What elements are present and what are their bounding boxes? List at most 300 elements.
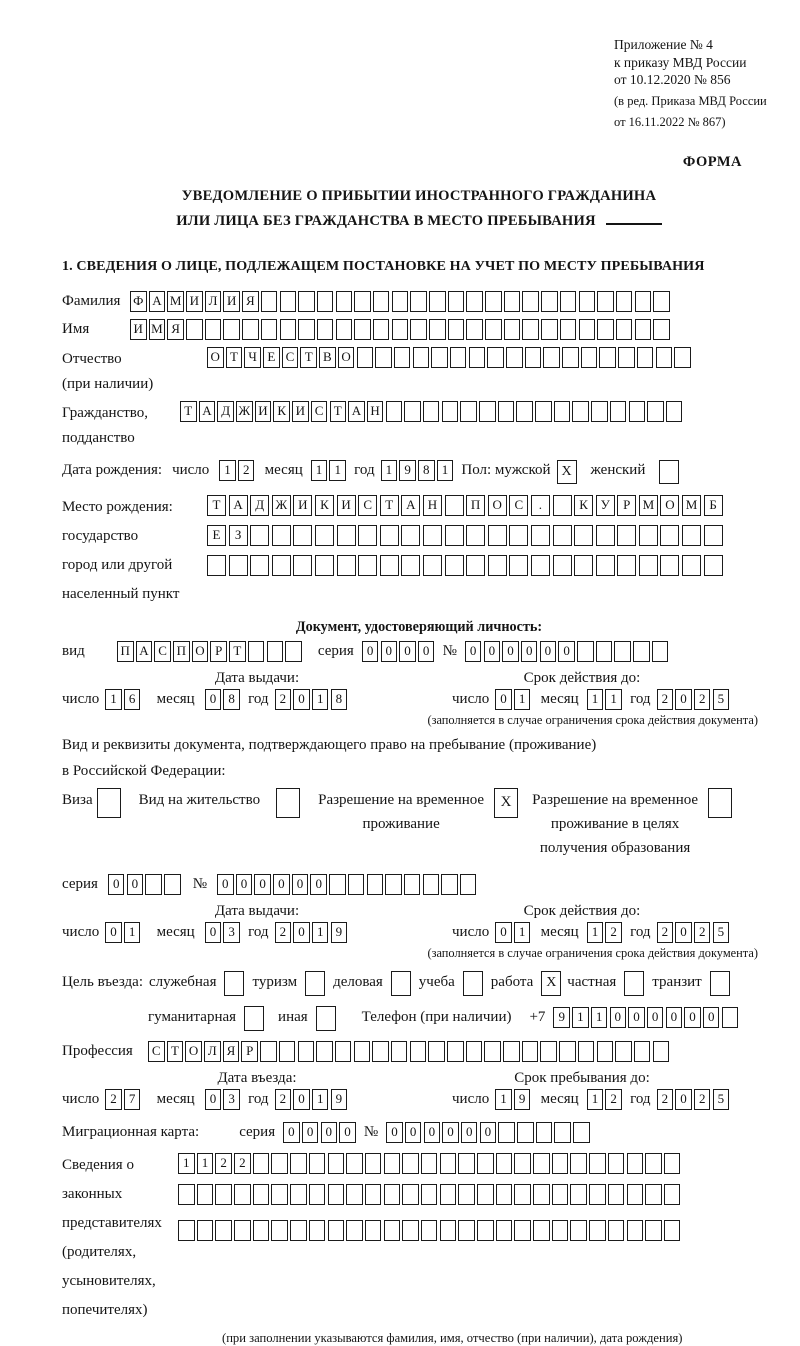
char-box[interactable] [596, 525, 615, 546]
char-box[interactable] [608, 1220, 625, 1241]
char-box[interactable]: Т [380, 495, 399, 516]
char-box[interactable]: 2 [694, 922, 711, 943]
char-box[interactable] [617, 555, 636, 576]
char-box[interactable]: С [282, 347, 299, 368]
char-box[interactable] [485, 319, 502, 340]
char-box[interactable] [197, 1184, 214, 1205]
purpose-other-checkbox[interactable] [316, 1006, 336, 1031]
char-box[interactable] [535, 401, 552, 422]
char-box[interactable] [404, 874, 421, 895]
char-box[interactable]: 1 [329, 460, 346, 481]
char-box[interactable] [504, 319, 521, 340]
char-box[interactable]: О [488, 495, 507, 516]
char-box[interactable] [410, 319, 427, 340]
char-box[interactable] [635, 291, 652, 312]
char-box[interactable] [618, 347, 635, 368]
char-box[interactable]: А [348, 401, 365, 422]
char-box[interactable] [197, 1220, 214, 1241]
temp-residence-education-checkbox[interactable] [708, 788, 732, 818]
char-box[interactable]: Т [167, 1041, 184, 1062]
char-box[interactable] [610, 401, 627, 422]
char-box[interactable]: Ч [244, 347, 261, 368]
char-box[interactable] [559, 1041, 576, 1062]
char-box[interactable] [448, 291, 465, 312]
char-box[interactable] [517, 1122, 534, 1143]
char-box[interactable]: Е [263, 347, 280, 368]
char-box[interactable]: 1 [105, 689, 122, 710]
char-box[interactable] [271, 1220, 288, 1241]
char-box[interactable]: 1 [311, 460, 328, 481]
char-box[interactable] [328, 1220, 345, 1241]
char-box[interactable] [346, 1184, 363, 1205]
char-box[interactable]: Я [167, 319, 184, 340]
char-box[interactable] [525, 347, 542, 368]
char-box[interactable]: Т [300, 347, 317, 368]
char-box[interactable] [458, 1153, 475, 1174]
char-box[interactable] [421, 1153, 438, 1174]
char-box[interactable] [597, 1041, 614, 1062]
char-box[interactable] [608, 1184, 625, 1205]
char-box[interactable]: 0 [684, 1007, 701, 1028]
char-box[interactable]: 0 [647, 1007, 664, 1028]
char-box[interactable]: 0 [283, 1122, 300, 1143]
char-box[interactable]: 0 [484, 641, 501, 662]
char-box[interactable] [477, 1153, 494, 1174]
char-box[interactable] [290, 1184, 307, 1205]
char-box[interactable] [579, 291, 596, 312]
char-box[interactable]: 0 [108, 874, 125, 895]
char-box[interactable]: С [311, 401, 328, 422]
char-box[interactable] [280, 319, 297, 340]
char-box[interactable] [401, 555, 420, 576]
char-box[interactable]: О [192, 641, 209, 662]
char-box[interactable] [552, 1220, 569, 1241]
char-box[interactable]: 5 [713, 689, 730, 710]
char-box[interactable] [328, 1153, 345, 1174]
char-box[interactable]: 0 [703, 1007, 720, 1028]
char-box[interactable] [652, 641, 669, 662]
char-box[interactable]: 9 [331, 922, 348, 943]
char-box[interactable] [533, 1184, 550, 1205]
char-box[interactable]: 9 [399, 460, 416, 481]
purpose-business-checkbox[interactable] [391, 971, 411, 996]
char-box[interactable]: Л [204, 1041, 221, 1062]
char-box[interactable] [522, 319, 539, 340]
char-box[interactable] [423, 401, 440, 422]
char-box[interactable] [543, 347, 560, 368]
char-box[interactable] [627, 1220, 644, 1241]
char-box[interactable]: 0 [302, 1122, 319, 1143]
char-box[interactable] [385, 874, 402, 895]
char-box[interactable] [280, 291, 297, 312]
char-box[interactable] [384, 1184, 401, 1205]
char-box[interactable] [410, 1041, 427, 1062]
char-box[interactable]: 0 [461, 1122, 478, 1143]
char-box[interactable] [653, 291, 670, 312]
char-box[interactable] [664, 1153, 681, 1174]
char-box[interactable] [145, 874, 162, 895]
char-box[interactable]: 1 [312, 689, 329, 710]
char-box[interactable] [445, 525, 464, 546]
char-box[interactable] [380, 555, 399, 576]
char-box[interactable] [260, 1041, 277, 1062]
char-box[interactable]: А [401, 495, 420, 516]
char-box[interactable] [514, 1220, 531, 1241]
char-box[interactable] [215, 1220, 232, 1241]
char-box[interactable] [554, 1122, 571, 1143]
char-box[interactable] [629, 401, 646, 422]
char-box[interactable]: И [293, 495, 312, 516]
char-box[interactable] [496, 1184, 513, 1205]
char-box[interactable]: 1 [312, 1089, 329, 1110]
char-box[interactable] [346, 1153, 363, 1174]
char-box[interactable] [394, 347, 411, 368]
char-box[interactable] [440, 1153, 457, 1174]
char-box[interactable] [485, 291, 502, 312]
char-box[interactable] [570, 1220, 587, 1241]
temp-residence-checkbox[interactable]: X [494, 788, 518, 818]
char-box[interactable] [267, 641, 284, 662]
char-box[interactable]: К [273, 401, 290, 422]
char-box[interactable]: К [574, 495, 593, 516]
char-box[interactable]: 6 [124, 689, 141, 710]
char-box[interactable]: Т [229, 641, 246, 662]
char-box[interactable] [253, 1153, 270, 1174]
char-box[interactable]: Л [205, 291, 222, 312]
char-box[interactable] [413, 347, 430, 368]
char-box[interactable] [522, 291, 539, 312]
char-box[interactable]: И [255, 401, 272, 422]
char-box[interactable]: 9 [553, 1007, 570, 1028]
char-box[interactable]: 2 [275, 922, 292, 943]
char-box[interactable] [423, 555, 442, 576]
char-box[interactable] [207, 555, 226, 576]
purpose-private-checkbox[interactable] [624, 971, 644, 996]
char-box[interactable]: 2 [275, 689, 292, 710]
char-box[interactable] [634, 1041, 651, 1062]
char-box[interactable]: А [229, 495, 248, 516]
char-box[interactable] [479, 401, 496, 422]
char-box[interactable] [309, 1184, 326, 1205]
char-box[interactable]: . [531, 495, 550, 516]
char-box[interactable]: 0 [424, 1122, 441, 1143]
char-box[interactable]: М [639, 495, 658, 516]
char-box[interactable] [357, 347, 374, 368]
char-box[interactable] [466, 525, 485, 546]
char-box[interactable] [229, 555, 248, 576]
char-box[interactable] [589, 1220, 606, 1241]
char-box[interactable] [250, 555, 269, 576]
char-box[interactable]: 2 [215, 1153, 232, 1174]
char-box[interactable]: 0 [105, 922, 122, 943]
char-box[interactable]: А [199, 401, 216, 422]
char-box[interactable] [261, 319, 278, 340]
char-box[interactable]: 1 [587, 689, 604, 710]
char-box[interactable] [577, 641, 594, 662]
char-box[interactable] [421, 1220, 438, 1241]
char-box[interactable] [506, 347, 523, 368]
char-box[interactable]: 0 [558, 641, 575, 662]
char-box[interactable]: В [319, 347, 336, 368]
char-box[interactable]: С [358, 495, 377, 516]
char-box[interactable]: 0 [502, 641, 519, 662]
char-box[interactable]: 2 [605, 922, 622, 943]
purpose-official-checkbox[interactable] [224, 971, 244, 996]
char-box[interactable]: А [149, 291, 166, 312]
char-box[interactable]: 1 [514, 922, 531, 943]
char-box[interactable] [448, 319, 465, 340]
char-box[interactable] [373, 291, 390, 312]
char-box[interactable]: 2 [694, 689, 711, 710]
char-box[interactable] [647, 401, 664, 422]
char-box[interactable] [531, 525, 550, 546]
char-box[interactable] [514, 1184, 531, 1205]
char-box[interactable] [404, 401, 421, 422]
char-box[interactable]: 0 [127, 874, 144, 895]
char-box[interactable]: 0 [293, 1089, 310, 1110]
char-box[interactable] [574, 525, 593, 546]
char-box[interactable] [552, 1153, 569, 1174]
char-box[interactable] [591, 401, 608, 422]
char-box[interactable] [346, 1220, 363, 1241]
char-box[interactable] [429, 319, 446, 340]
char-box[interactable] [581, 347, 598, 368]
char-box[interactable]: 0 [418, 641, 435, 662]
char-box[interactable]: Ф [130, 291, 147, 312]
char-box[interactable] [272, 525, 291, 546]
char-box[interactable] [348, 874, 365, 895]
char-box[interactable]: 0 [205, 922, 222, 943]
char-box[interactable] [460, 401, 477, 422]
char-box[interactable] [328, 1184, 345, 1205]
char-box[interactable]: Р [241, 1041, 258, 1062]
char-box[interactable] [358, 525, 377, 546]
char-box[interactable]: 0 [495, 922, 512, 943]
char-box[interactable] [608, 1153, 625, 1174]
sex-male-checkbox[interactable]: X [557, 460, 577, 484]
char-box[interactable] [298, 1041, 315, 1062]
char-box[interactable]: 0 [293, 922, 310, 943]
char-box[interactable] [722, 1007, 739, 1028]
char-box[interactable] [372, 1041, 389, 1062]
char-box[interactable] [617, 525, 636, 546]
char-box[interactable]: У [596, 495, 615, 516]
char-box[interactable]: Д [250, 495, 269, 516]
char-box[interactable] [242, 319, 259, 340]
char-box[interactable] [615, 1041, 632, 1062]
char-box[interactable]: Т [207, 495, 226, 516]
char-box[interactable] [367, 874, 384, 895]
char-box[interactable] [186, 319, 203, 340]
char-box[interactable]: 1 [219, 460, 236, 481]
char-box[interactable] [271, 1153, 288, 1174]
char-box[interactable] [553, 525, 572, 546]
char-box[interactable]: 5 [713, 922, 730, 943]
char-box[interactable]: 1 [587, 922, 604, 943]
char-box[interactable] [293, 525, 312, 546]
char-box[interactable] [484, 1041, 501, 1062]
char-box[interactable] [429, 291, 446, 312]
char-box[interactable] [616, 291, 633, 312]
char-box[interactable]: 1 [197, 1153, 214, 1174]
char-box[interactable] [664, 1220, 681, 1241]
char-box[interactable]: 1 [514, 689, 531, 710]
char-box[interactable]: 0 [273, 874, 290, 895]
char-box[interactable]: И [130, 319, 147, 340]
char-box[interactable]: 0 [217, 874, 234, 895]
char-box[interactable]: 8 [223, 689, 240, 710]
char-box[interactable] [442, 401, 459, 422]
char-box[interactable] [290, 1220, 307, 1241]
char-box[interactable]: С [509, 495, 528, 516]
char-box[interactable] [354, 1041, 371, 1062]
char-box[interactable] [570, 1184, 587, 1205]
char-box[interactable] [336, 291, 353, 312]
char-box[interactable]: И [186, 291, 203, 312]
char-box[interactable] [597, 291, 614, 312]
char-box[interactable]: Ж [236, 401, 253, 422]
char-box[interactable]: П [466, 495, 485, 516]
char-box[interactable] [458, 1184, 475, 1205]
char-box[interactable] [645, 1184, 662, 1205]
char-box[interactable]: 9 [331, 1089, 348, 1110]
char-box[interactable] [553, 555, 572, 576]
char-box[interactable] [309, 1220, 326, 1241]
char-box[interactable] [329, 874, 346, 895]
sex-female-checkbox[interactable] [659, 460, 679, 484]
char-box[interactable] [402, 1184, 419, 1205]
char-box[interactable] [316, 1041, 333, 1062]
char-box[interactable]: Ж [272, 495, 291, 516]
char-box[interactable] [533, 1153, 550, 1174]
char-box[interactable] [423, 525, 442, 546]
char-box[interactable] [653, 1041, 670, 1062]
char-box[interactable] [402, 1153, 419, 1174]
char-box[interactable]: О [338, 347, 355, 368]
char-box[interactable] [541, 291, 558, 312]
char-box[interactable] [496, 1153, 513, 1174]
char-box[interactable] [223, 319, 240, 340]
char-box[interactable] [253, 1184, 270, 1205]
char-box[interactable] [533, 1220, 550, 1241]
char-box[interactable] [614, 641, 631, 662]
char-box[interactable] [574, 555, 593, 576]
char-box[interactable] [589, 1153, 606, 1174]
char-box[interactable]: 2 [694, 1089, 711, 1110]
char-box[interactable]: М [682, 495, 701, 516]
char-box[interactable]: И [292, 401, 309, 422]
char-box[interactable]: 7 [124, 1089, 141, 1110]
char-box[interactable] [298, 291, 315, 312]
char-box[interactable] [488, 555, 507, 576]
char-box[interactable] [440, 1220, 457, 1241]
char-box[interactable]: 2 [234, 1153, 251, 1174]
char-box[interactable] [392, 319, 409, 340]
char-box[interactable] [477, 1220, 494, 1241]
char-box[interactable] [447, 1041, 464, 1062]
char-box[interactable]: 0 [205, 1089, 222, 1110]
char-box[interactable] [466, 1041, 483, 1062]
purpose-study-checkbox[interactable] [463, 971, 483, 996]
char-box[interactable] [375, 347, 392, 368]
visa-checkbox[interactable] [97, 788, 121, 818]
char-box[interactable] [635, 319, 652, 340]
char-box[interactable] [516, 401, 533, 422]
char-box[interactable] [428, 1041, 445, 1062]
char-box[interactable] [354, 291, 371, 312]
char-box[interactable] [552, 1184, 569, 1205]
char-box[interactable]: 0 [480, 1122, 497, 1143]
char-box[interactable]: 3 [223, 922, 240, 943]
char-box[interactable]: 1 [572, 1007, 589, 1028]
char-box[interactable] [285, 641, 302, 662]
char-box[interactable]: 0 [254, 874, 271, 895]
char-box[interactable]: А [136, 641, 153, 662]
char-box[interactable]: К [315, 495, 334, 516]
char-box[interactable] [315, 525, 334, 546]
char-box[interactable]: 1 [312, 922, 329, 943]
char-box[interactable] [653, 319, 670, 340]
char-box[interactable] [469, 347, 486, 368]
char-box[interactable] [315, 555, 334, 576]
char-box[interactable] [431, 347, 448, 368]
char-box[interactable] [645, 1220, 662, 1241]
char-box[interactable] [498, 1122, 515, 1143]
char-box[interactable] [503, 1041, 520, 1062]
char-box[interactable] [164, 874, 181, 895]
char-box[interactable]: 2 [105, 1089, 122, 1110]
char-box[interactable] [392, 291, 409, 312]
char-box[interactable]: 2 [605, 1089, 622, 1110]
char-box[interactable] [509, 525, 528, 546]
char-box[interactable] [386, 401, 403, 422]
char-box[interactable]: 1 [124, 922, 141, 943]
char-box[interactable]: Т [180, 401, 197, 422]
char-box[interactable]: 3 [223, 1089, 240, 1110]
char-box[interactable] [509, 555, 528, 576]
char-box[interactable]: 0 [362, 641, 379, 662]
char-box[interactable] [421, 1184, 438, 1205]
char-box[interactable] [522, 1041, 539, 1062]
char-box[interactable]: Я [242, 291, 259, 312]
char-box[interactable]: 2 [238, 460, 255, 481]
char-box[interactable] [450, 347, 467, 368]
char-box[interactable]: О [207, 347, 224, 368]
char-box[interactable] [271, 1184, 288, 1205]
char-box[interactable] [460, 874, 477, 895]
char-box[interactable] [514, 1153, 531, 1174]
char-box[interactable]: Т [330, 401, 347, 422]
char-box[interactable]: 0 [399, 641, 416, 662]
char-box[interactable]: 5 [713, 1089, 730, 1110]
char-box[interactable] [554, 401, 571, 422]
char-box[interactable]: 0 [292, 874, 309, 895]
char-box[interactable] [674, 347, 691, 368]
purpose-transit-checkbox[interactable] [710, 971, 730, 996]
char-box[interactable]: 2 [657, 689, 674, 710]
char-box[interactable]: Т [226, 347, 243, 368]
char-box[interactable] [573, 1122, 590, 1143]
char-box[interactable] [365, 1220, 382, 1241]
char-box[interactable]: Д [217, 401, 234, 422]
char-box[interactable] [234, 1184, 251, 1205]
char-box[interactable] [215, 1184, 232, 1205]
char-box[interactable] [639, 525, 658, 546]
char-box[interactable]: 0 [675, 922, 692, 943]
char-box[interactable] [656, 347, 673, 368]
char-box[interactable] [616, 319, 633, 340]
char-box[interactable] [440, 1184, 457, 1205]
